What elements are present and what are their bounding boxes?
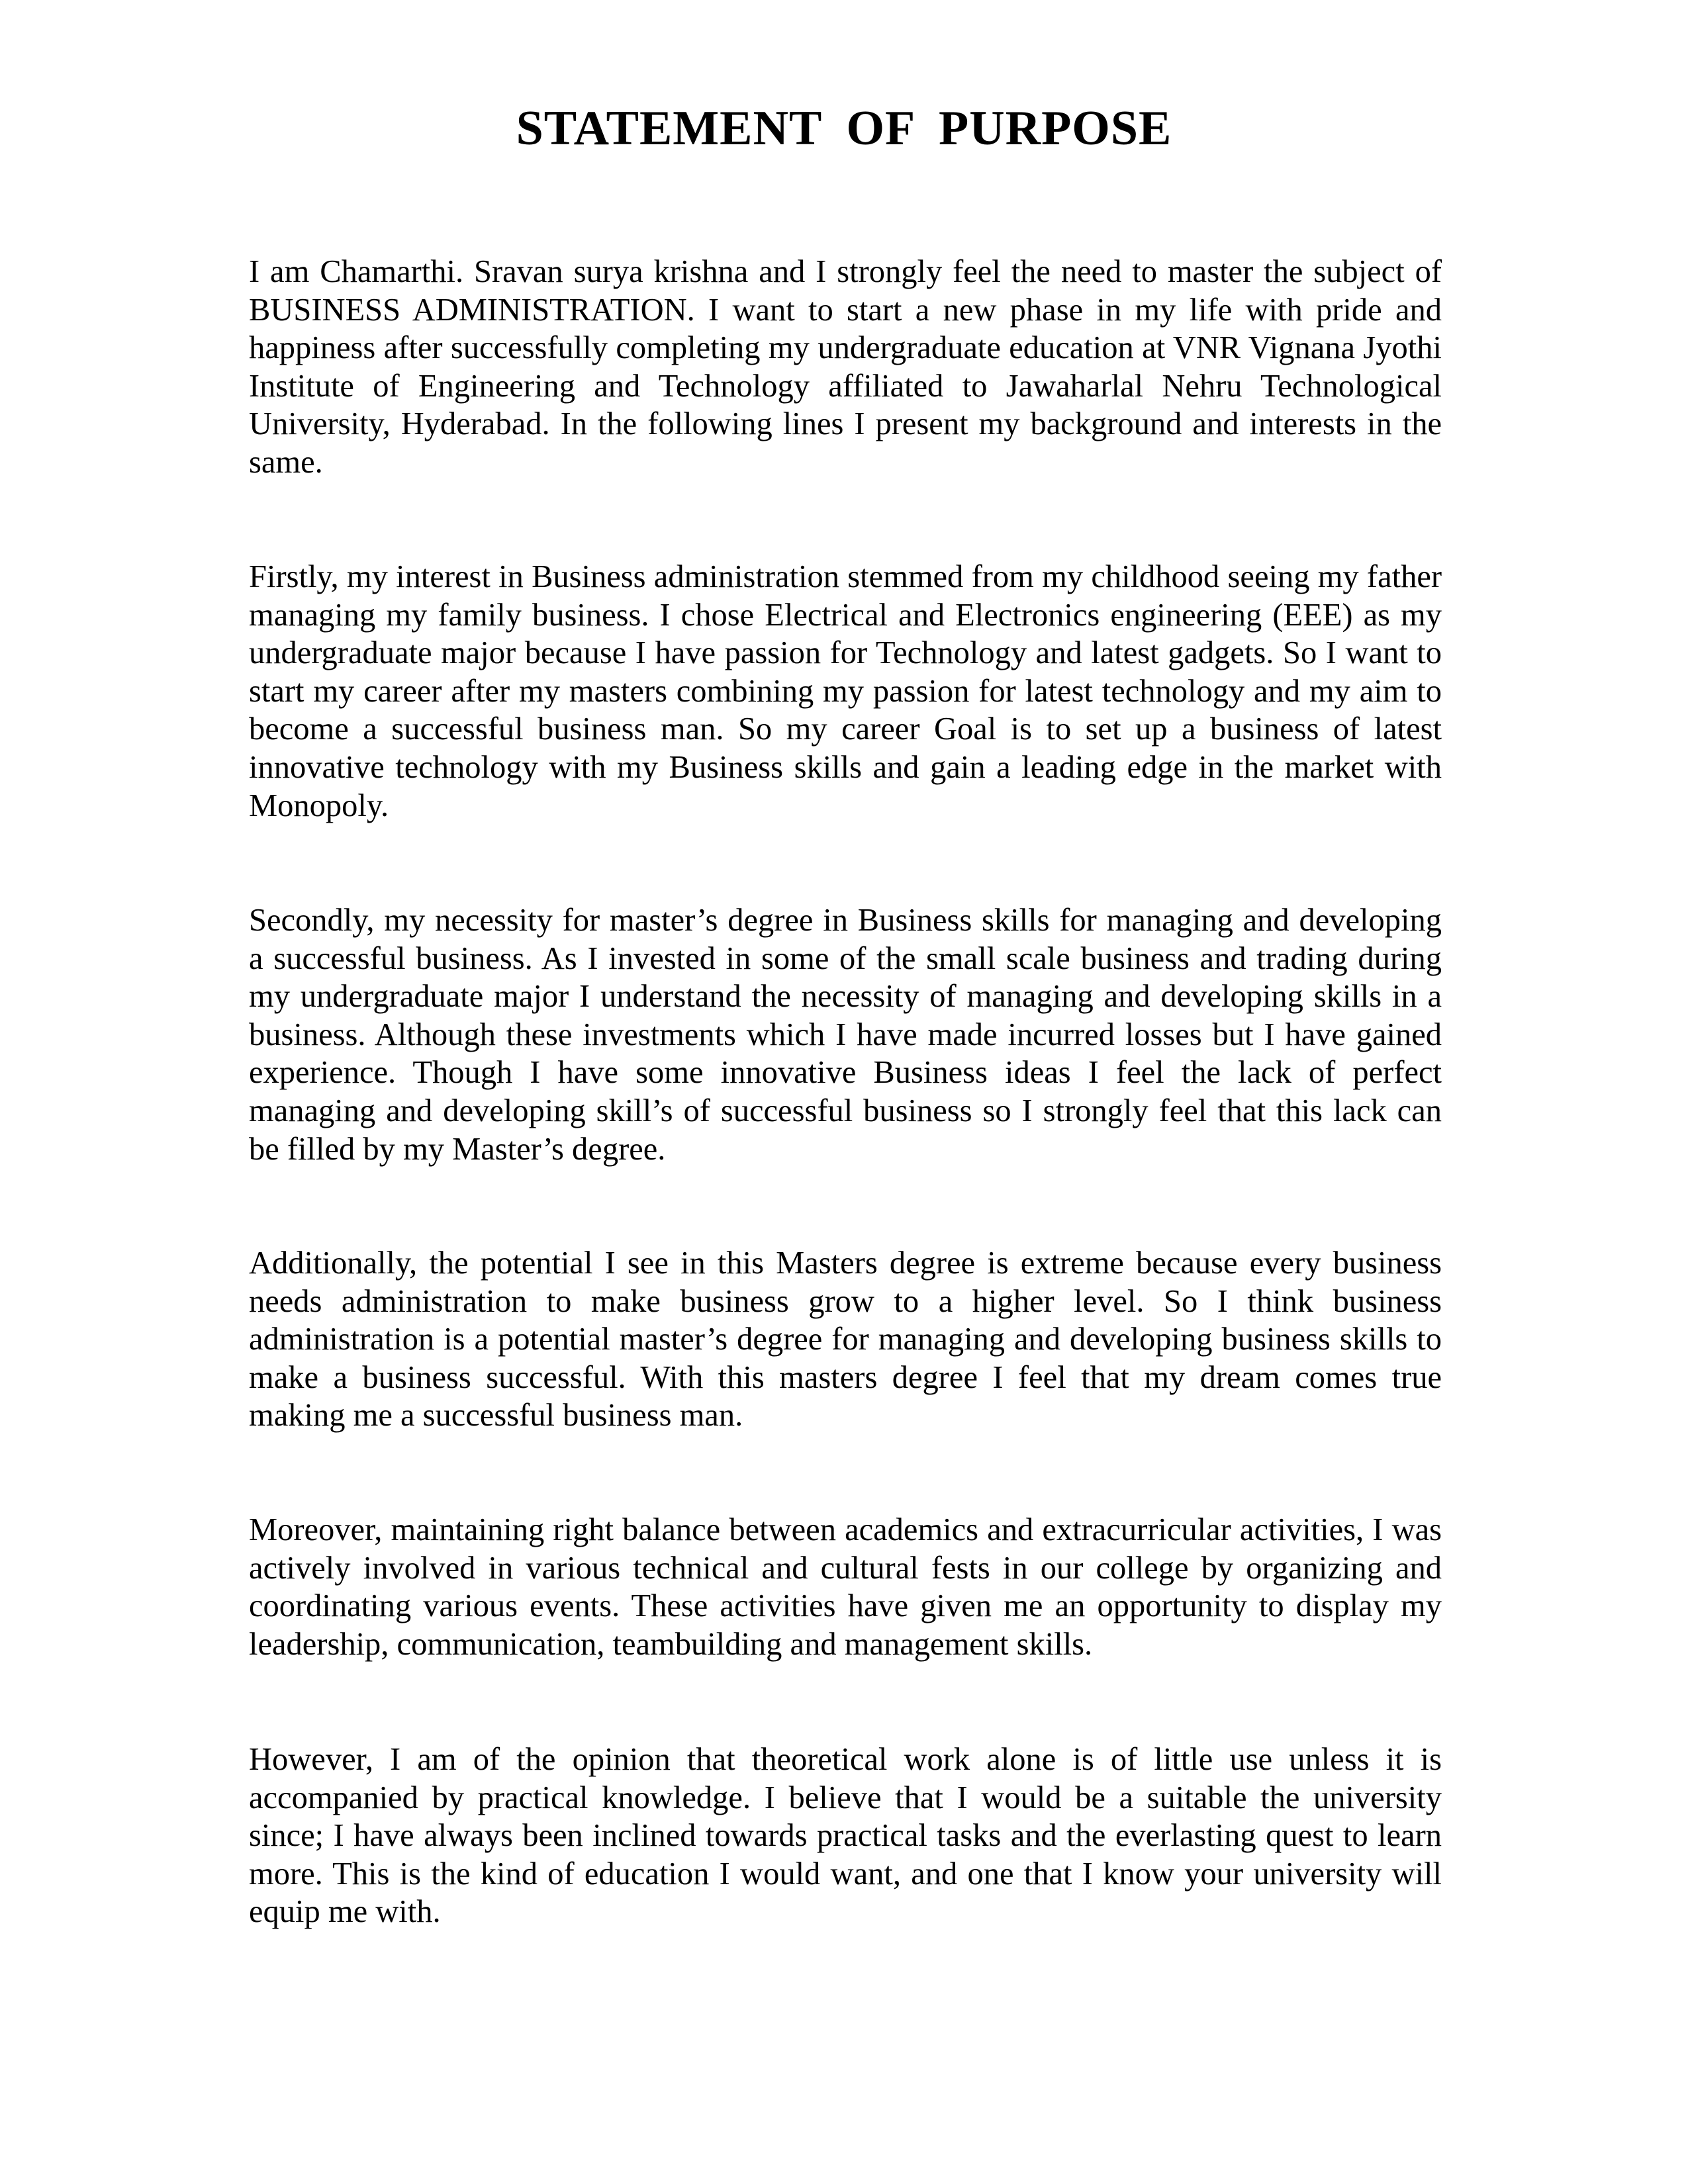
paragraph-interest: Firstly, my interest in Business administration stemmed from my childhood seeing my father managing my family business. I chose Electrical and Electronics engineering (EEE) as my undergraduate major because I have passion for Technology and latest gadgets. So I want to start my career after my masters combining my passion for latest technology and my aim to become a successful business man. So my career Goal is to set up a business of latest innovative technology with my Business skills and gain a leading edge in the market with Monopoly. xyxy=(249,559,1442,823)
paragraph-necessity: Secondly, my necessity for master’s degree in Business skills for managing and developing a successful business. As I invested in some of the small scale business and trading during my undergraduate major I understand the necessity of managing and developing skills in a business. Although these investments which I have made incurred losses but I have gained experience. Though I have some innovative Business ideas I feel the lack of perfect managing and developing skill’s of successful business so I strongly feel that this lack can be filled by my Master’s degree. xyxy=(249,903,1442,1167)
paragraph-potential: Additionally, the potential I see in this Masters degree is extreme because every business needs administration to make business grow to a higher level. So I think business administration is a potential master’s degree for managing and developing business skills to make a business successful. With this masters degree I feel that my dream comes true making me a successful business man. xyxy=(249,1246,1442,1433)
paragraph-conclusion: However, I am of the opinion that theoretical work alone is of little use unless it is accompanied by practical knowledge. I believe that I would be a suitable the university since; I have always been inclined towards practical tasks and the everlasting quest to learn more. This is the kind of education I would want, and one that I know your university will equip me with. xyxy=(249,1742,1442,1930)
paragraph-extracurricular: Moreover, maintaining right balance between academics and extracurricular activities, I was actively involved in various technical and cultural fests in our college by organizing and coordinating various events. These activities have given me an opportunity to display my leadership, communication, teambuilding and management skills. xyxy=(249,1512,1442,1662)
document-title: STATEMENT OF PURPOSE xyxy=(516,101,1172,156)
paragraph-introduction: I am Chamarthi. Sravan surya krishna and I strongly feel the need to master the subject of BUSINESS ADMINISTRATION. I want to start a new phase in my life with pride and happiness after successfully completing my undergraduate education at VNR Vignana Jyothi Institute of Engineering and Technology affiliated to Jawaharlal Nehru Technological University, Hyderabad. In the following lines I present my background and interests in the same. xyxy=(249,254,1442,480)
